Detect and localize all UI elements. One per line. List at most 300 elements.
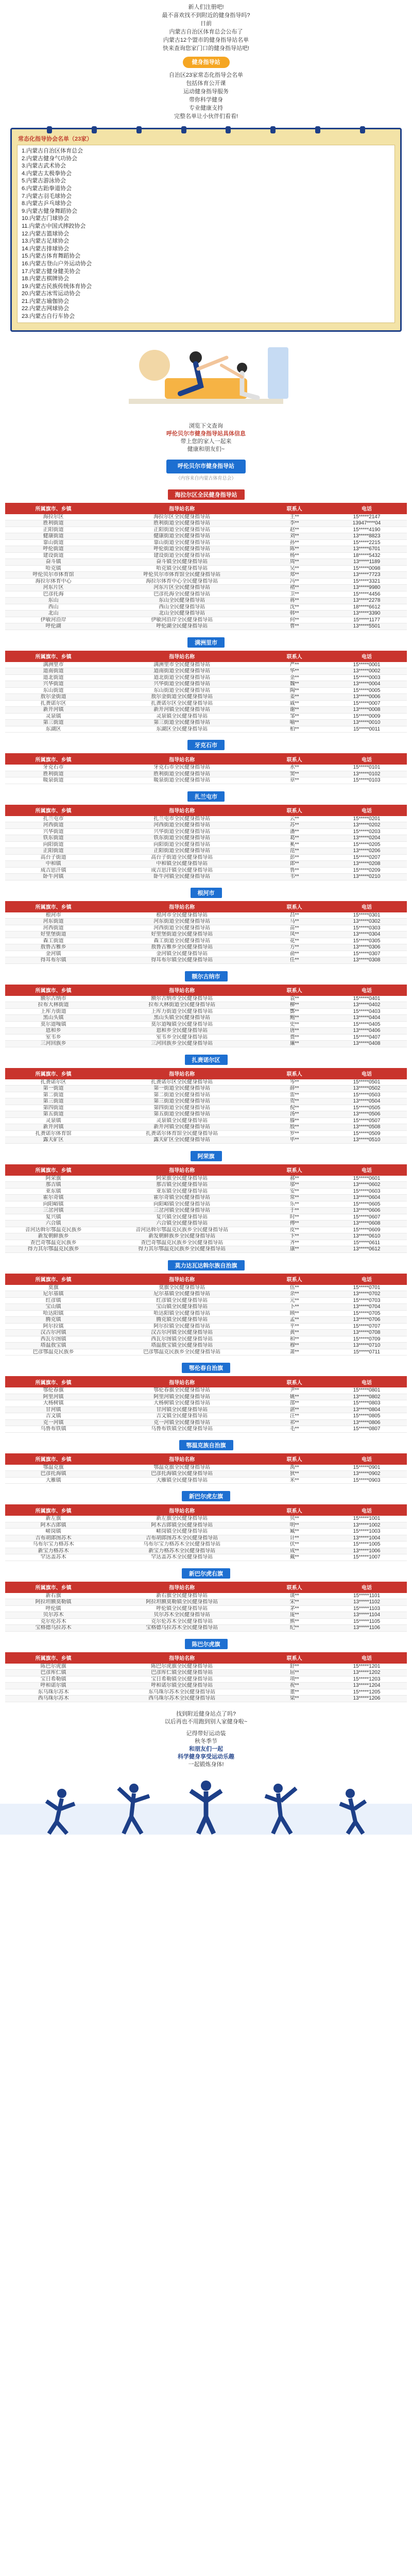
phone-cell[interactable]: 15*****0807: [327, 1426, 407, 1433]
phone-cell[interactable]: 15*****0009: [327, 713, 407, 720]
column-header: 所属旗市、乡镇: [5, 1652, 101, 1664]
phone-cell[interactable]: 15*****0801: [327, 1387, 407, 1394]
phone-cell[interactable]: 13*****1189: [327, 559, 407, 566]
phone-cell[interactable]: 13*****1206: [327, 1696, 407, 1702]
area-cell: 海拉尔区: [5, 514, 101, 520]
table-row: [5, 1349, 407, 1355]
area-cell: 兴华街道: [5, 681, 101, 688]
phone-cell[interactable]: 15*****4190: [327, 527, 407, 533]
table-row: [5, 841, 407, 848]
station-name-cell: 金河镇全民健身指导站: [101, 951, 262, 957]
contact-cell: 鲁**: [262, 867, 327, 874]
contact-cell: 毕**: [262, 1137, 327, 1144]
phone-cell[interactable]: 13*****0008: [327, 707, 407, 714]
table-row: [5, 951, 407, 957]
contact-cell: 罗**: [262, 1130, 327, 1137]
station-name-cell: 哈克镇全民健身指导站: [101, 565, 262, 572]
phone-cell[interactable]: 13*****0510: [327, 1137, 407, 1144]
phone-cell[interactable]: 15*****1201: [327, 1664, 407, 1670]
column-header: 联系人: [262, 1164, 327, 1176]
phone-cell[interactable]: 15*****0403: [327, 1008, 407, 1015]
phone-cell[interactable]: 15*****0707: [327, 1323, 407, 1330]
phone-cell[interactable]: 15*****0301: [327, 912, 407, 919]
phone-cell[interactable]: 13*****0304: [327, 931, 407, 938]
table-header-row: [5, 1274, 407, 1285]
contact-cell: 屈**: [262, 1670, 327, 1676]
phone-cell[interactable]: 15*****1205: [327, 1689, 407, 1696]
area-cell: 金河镇: [5, 951, 101, 957]
phone-cell[interactable]: 15*****0611: [327, 1240, 407, 1246]
athletes-silhouette-icon: [0, 1773, 412, 1835]
contact-cell: 严**: [262, 662, 327, 668]
table-row: [5, 720, 407, 726]
station-name-cell: 海拉尔体育中心全民健身指导站: [101, 578, 262, 585]
section-badge: 健身指导站: [183, 57, 230, 68]
station-name-cell: 阿拉坦额莫勒镇全民健身指导站: [101, 1599, 262, 1606]
table-row: [5, 854, 407, 861]
phone-cell[interactable]: 15*****0601: [327, 1176, 407, 1182]
contact-cell: 米**: [262, 1477, 327, 1484]
area-cell: 呼和诺尔镇: [5, 1683, 101, 1689]
phone-cell[interactable]: 15*****1101: [327, 1593, 407, 1599]
area-cell: 扎赉诺尔区: [5, 1079, 101, 1086]
phone-cell[interactable]: 15*****4456: [327, 591, 407, 598]
table-row: [5, 957, 407, 964]
phone-cell[interactable]: 13*****0702: [327, 1291, 407, 1298]
area-cell: 正阳街道: [5, 848, 101, 855]
column-header: 指导站名称: [101, 1504, 262, 1516]
association-item: 11.内蒙古中国式摔跤协会: [22, 223, 86, 229]
table-row: [5, 1015, 407, 1022]
section-title: [5, 888, 407, 898]
phone-cell[interactable]: 13*****0612: [327, 1246, 407, 1253]
phone-cell[interactable]: 15*****1103: [327, 1605, 407, 1612]
phone-cell[interactable]: 13*****1106: [327, 1625, 407, 1632]
station-name-cell: 东湖区全民健身指导站: [101, 726, 262, 733]
station-name-cell: 黑山头镇全民健身指导站: [101, 1015, 262, 1022]
section-title: [5, 1491, 407, 1501]
phone-cell[interactable]: 13*****1102: [327, 1599, 407, 1606]
area-cell: 根河市: [5, 912, 101, 919]
column-header: 联系人: [262, 1453, 327, 1465]
phone-cell[interactable]: 15*****0011: [327, 726, 407, 733]
phone-cell[interactable]: 13*****0404: [327, 1015, 407, 1022]
table-row: [5, 1086, 407, 1092]
phone-cell[interactable]: 15*****0201: [327, 816, 407, 822]
station-name-cell: 新开河镇全民健身指导站: [101, 1124, 262, 1131]
contact-cell: 项**: [262, 1676, 327, 1683]
station-name-cell: 西乌珠尔苏木全民健身指导站: [101, 1696, 262, 1702]
station-name-cell: 巴彦托海全民健身指导站: [101, 591, 262, 598]
phone-cell[interactable]: 15*****0605: [327, 1201, 407, 1208]
area-cell: 拉布大林街道: [5, 1002, 101, 1009]
station-name-cell: 东山全民健身指导站: [101, 598, 262, 604]
phone-cell[interactable]: 13*****1004: [327, 1535, 407, 1541]
station-name-cell: 塔温敖宝镇全民健身指导站: [101, 1343, 262, 1349]
station-name-cell: 上库力街道全民健身指导站: [101, 1008, 262, 1015]
station-name-cell: 好里堡街道全民健身指导站: [101, 931, 262, 938]
phone-cell[interactable]: 15*****0609: [327, 1227, 407, 1233]
phone-cell[interactable]: 13*****0004: [327, 681, 407, 688]
phone-cell[interactable]: 13*****1104: [327, 1612, 407, 1619]
phone-cell[interactable]: 13*****0002: [327, 668, 407, 675]
contact-cell: 李**: [262, 520, 327, 527]
column-header: 所属旗市、乡镇: [5, 753, 101, 765]
area-cell: 尼尔基镇: [5, 1291, 101, 1298]
station-name-cell: 新发朝鲜族乡全民健身指导站: [101, 1233, 262, 1240]
table-row: [5, 1176, 407, 1182]
station-name-cell: 高台子街道全民健身指导站: [101, 854, 262, 861]
station-name-cell: 克一河镇全民健身指导站: [101, 1419, 262, 1426]
section-title-label: 额尔古纳市: [185, 971, 228, 981]
phone-cell[interactable]: 13*****1002: [327, 1522, 407, 1529]
contact-cell: 茅**: [262, 1605, 327, 1612]
phone-cell[interactable]: 13947****04: [327, 520, 407, 527]
phone-cell[interactable]: 13*****0606: [327, 1208, 407, 1214]
phone-cell[interactable]: 15*****0505: [327, 1105, 407, 1111]
phone-cell[interactable]: 13*****0502: [327, 1086, 407, 1092]
phone-cell[interactable]: 15*****0207: [327, 854, 407, 861]
table-row: [5, 1221, 407, 1227]
phone-cell[interactable]: 13*****6701: [327, 546, 407, 553]
phone-cell[interactable]: 15*****0405: [327, 1021, 407, 1028]
phone-cell[interactable]: 13*****0306: [327, 944, 407, 951]
section-title: [5, 637, 407, 648]
phone-cell[interactable]: 13*****0610: [327, 1233, 407, 1240]
column-header: 电话: [327, 1274, 407, 1285]
column-header: 所属旗市、乡镇: [5, 1068, 101, 1079]
contact-cell: 褚**: [262, 585, 327, 591]
station-name-cell: 露天矿区全民健身指导站: [101, 1137, 262, 1144]
phone-cell[interactable]: 15*****0703: [327, 1297, 407, 1304]
phone-cell[interactable]: 15*****0711: [327, 1349, 407, 1355]
phone-cell[interactable]: 15*****0709: [327, 1336, 407, 1343]
phone-cell[interactable]: 13*****0802: [327, 1394, 407, 1400]
phone-cell[interactable]: 13*****0302: [327, 919, 407, 925]
station-table: [5, 503, 407, 630]
phone-cell[interactable]: 15*****0603: [327, 1188, 407, 1195]
table-row: [5, 539, 407, 546]
intro-line: 日前: [200, 21, 212, 27]
phone-cell[interactable]: 15*****0803: [327, 1400, 407, 1407]
table-row: [5, 1111, 407, 1118]
phone-cell[interactable]: 13*****0508: [327, 1124, 407, 1131]
phone-cell[interactable]: 13*****5501: [327, 623, 407, 630]
station-section: [5, 888, 407, 964]
column-header: 所属旗市、乡镇: [5, 651, 101, 662]
contact-cell: 孙**: [262, 539, 327, 546]
station-name-cell: 腾克镇全民健身指导站: [101, 1317, 262, 1324]
phone-cell[interactable]: 15*****0903: [327, 1477, 407, 1484]
intro-line: 专业健康支持: [189, 105, 223, 111]
phone-cell[interactable]: 15*****0203: [327, 828, 407, 835]
contact-cell: 潘**: [262, 828, 327, 835]
phone-cell[interactable]: 15*****0401: [327, 996, 407, 1002]
phone-cell[interactable]: 15*****0098: [327, 565, 407, 572]
phone-cell[interactable]: 13*****0206: [327, 848, 407, 855]
table-row: [5, 1683, 407, 1689]
phone-cell[interactable]: 15*****0001: [327, 662, 407, 668]
column-header: 指导站名称: [101, 503, 262, 514]
phone-cell[interactable]: 13*****3390: [327, 611, 407, 617]
area-cell: 哈达阳镇: [5, 1310, 101, 1317]
station-name-cell: 正阳街道全民健身指导站: [101, 848, 262, 855]
table-row: [5, 1689, 407, 1696]
column-header: 联系人: [262, 805, 327, 816]
phone-cell[interactable]: 15*****1203: [327, 1676, 407, 1683]
station-name-cell: 森工街道全民健身指导站: [101, 938, 262, 944]
station-name-cell: 铁东街道全民健身指导站: [101, 835, 262, 842]
station-name-cell: 得耳布尔镇全民健身指导站: [101, 957, 262, 964]
phone-cell[interactable]: 13*****0406: [327, 1028, 407, 1035]
phone-cell[interactable]: 15*****0705: [327, 1310, 407, 1317]
phone-cell[interactable]: 13*****0708: [327, 1330, 407, 1336]
contact-cell: 彭**: [262, 854, 327, 861]
area-cell: 呼伦湖: [5, 623, 101, 630]
contact-cell: 葛**: [262, 835, 327, 842]
association-list: [17, 145, 395, 323]
area-cell: 靠山街道: [5, 539, 101, 546]
station-name-cell: 乌鲁布铁镇全民健身指导站: [101, 1426, 262, 1433]
table-row: [5, 514, 407, 520]
contact-cell: 俞**: [262, 951, 327, 957]
area-cell: 复兴镇: [5, 1214, 101, 1221]
phone-cell[interactable]: 15*****0307: [327, 951, 407, 957]
phone-cell[interactable]: 15*****0507: [327, 1117, 407, 1124]
phone-cell[interactable]: 15*****1003: [327, 1529, 407, 1535]
phone-cell[interactable]: 13*****0710: [327, 1343, 407, 1349]
phone-cell[interactable]: 13*****0202: [327, 822, 407, 829]
column-header: 所属旗市、乡镇: [5, 1274, 101, 1285]
phone-cell[interactable]: 15*****2147: [327, 514, 407, 520]
station-name-cell: 扎赉诺尔体育馆全民健身指导站: [101, 1130, 262, 1137]
contact-cell: 常**: [262, 1195, 327, 1201]
phone-cell[interactable]: 13*****0208: [327, 861, 407, 868]
table-row: [5, 1297, 407, 1304]
intro-line: 快来查询您家门口的健身指导站吧!: [162, 45, 250, 52]
hulunbuir-stations-button[interactable]: 呼伦贝尔市健身指导站: [166, 460, 246, 473]
column-header: 联系人: [262, 1652, 327, 1664]
table-row: [5, 1233, 407, 1240]
table-row: [5, 1343, 407, 1349]
outro-line: 记得带好运动装: [186, 1730, 226, 1737]
station-name-cell: 贝尔苏木全民健身指导站: [101, 1612, 262, 1619]
phone-cell[interactable]: 15*****0103: [327, 777, 407, 784]
table-row: [5, 1548, 407, 1554]
area-cell: 健康街道: [5, 533, 101, 540]
station-name-cell: 莫旗全民健身指导站: [101, 1285, 262, 1291]
area-cell: 伊敏河沿岸: [5, 617, 101, 623]
contact-cell: 明**: [262, 1522, 327, 1529]
outro: [0, 1710, 412, 1769]
table-header-row: [5, 1582, 407, 1593]
association-notice-board: [10, 128, 402, 332]
area-cell: 向阳峪镇: [5, 1201, 101, 1208]
table-row: [5, 687, 407, 694]
column-header: 所属旗市、乡镇: [5, 805, 101, 816]
table-row: [5, 1323, 407, 1330]
station-name-cell: 向阳街道全民健身指导站: [101, 841, 262, 848]
table-row: [5, 662, 407, 668]
column-header: 指导站名称: [101, 1582, 262, 1593]
table-row: [5, 1625, 407, 1632]
phone-cell[interactable]: 15*****0305: [327, 938, 407, 944]
phone-cell[interactable]: 18*****5432: [327, 552, 407, 559]
phone-cell[interactable]: 15*****3321: [327, 578, 407, 585]
phone-cell[interactable]: 13*****2278: [327, 598, 407, 604]
phone-cell[interactable]: 13*****0604: [327, 1195, 407, 1201]
station-name-cell: 第五街道全民健身指导站: [101, 1111, 262, 1118]
phone-cell[interactable]: 15*****0407: [327, 1034, 407, 1041]
phone-cell[interactable]: 13*****7723: [327, 572, 407, 579]
phone-cell[interactable]: 13*****0804: [327, 1406, 407, 1413]
phone-cell[interactable]: 15*****0701: [327, 1285, 407, 1291]
contact-cell: 卫**: [262, 591, 327, 598]
table-row: [5, 874, 407, 880]
station-name-cell: 河西街道全民健身指导站: [101, 822, 262, 829]
area-cell: 河东街道: [5, 919, 101, 925]
table-row: [5, 1670, 407, 1676]
contact-cell: 梁**: [262, 1696, 327, 1702]
table-row: [5, 1593, 407, 1599]
phone-cell[interactable]: 13*****0602: [327, 1182, 407, 1189]
phone-cell[interactable]: 13*****0408: [327, 1041, 407, 1047]
contact-cell: 臧**: [262, 1529, 327, 1535]
phone-cell[interactable]: 18*****6612: [327, 604, 407, 611]
section-title: [5, 1055, 407, 1065]
phone-cell[interactable]: 13*****0504: [327, 1098, 407, 1105]
association-item: 9.内蒙古健身舞蹈协会: [22, 208, 78, 214]
association-item: 12.内蒙古篮球协会: [22, 230, 70, 237]
phone-cell[interactable]: 15*****0805: [327, 1413, 407, 1420]
phone-cell[interactable]: 13*****0204: [327, 835, 407, 842]
column-header: 电话: [327, 651, 407, 662]
association-item: 1.内蒙古自治区体育总会: [22, 148, 83, 154]
phone-cell[interactable]: 13*****0704: [327, 1304, 407, 1311]
section-title-label: 扎兰屯市: [187, 791, 225, 802]
table-row: [5, 694, 407, 701]
phone-cell[interactable]: 13*****0102: [327, 771, 407, 777]
area-cell: 第一街道: [5, 1086, 101, 1092]
contact-cell: 酆**: [262, 1008, 327, 1015]
phone-cell[interactable]: 13*****1202: [327, 1670, 407, 1676]
area-cell: 汉古尔河镇: [5, 1330, 101, 1336]
contact-cell: 魏**: [262, 681, 327, 688]
column-header: 指导站名称: [101, 901, 262, 912]
phone-cell[interactable]: 15*****0007: [327, 700, 407, 707]
phone-cell[interactable]: 13*****0608: [327, 1221, 407, 1227]
contact-cell: 时**: [262, 1214, 327, 1221]
station-name-cell: 呼伦镇全民健身指导站: [101, 1605, 262, 1612]
area-cell: 恩和乡: [5, 1028, 101, 1035]
phone-cell[interactable]: 15*****1105: [327, 1618, 407, 1625]
phone-cell[interactable]: 15*****0209: [327, 867, 407, 874]
phone-cell[interactable]: 15*****0501: [327, 1079, 407, 1086]
station-name-cell: 巴彦鄂温克民族乡全民健身指导站: [101, 1349, 262, 1355]
column-header: 指导站名称: [101, 651, 262, 662]
station-section: [5, 1151, 407, 1253]
phone-cell[interactable]: 15*****2215: [327, 539, 407, 546]
area-cell: 三河回族乡: [5, 1041, 101, 1047]
station-name-cell: 胜利街道全民健身指导站: [101, 520, 262, 527]
table-row: [5, 1105, 407, 1111]
phone-cell[interactable]: 15*****1001: [327, 1516, 407, 1522]
contact-cell: 韦**: [262, 874, 327, 880]
station-name-cell: 呼伦贝尔市体育馆全民健身指导站: [101, 572, 262, 579]
phone-cell[interactable]: 13*****9980: [327, 585, 407, 591]
table-row: [5, 617, 407, 623]
station-name-cell: 莫尔道嘎镇全民健身指导站: [101, 1021, 262, 1028]
table-row: [5, 713, 407, 720]
table-row: [5, 861, 407, 868]
area-cell: 亚东镇: [5, 1188, 101, 1195]
phone-cell[interactable]: 13*****0902: [327, 1471, 407, 1478]
phone-cell[interactable]: 13*****0402: [327, 1002, 407, 1009]
phone-cell[interactable]: 13*****0806: [327, 1419, 407, 1426]
column-header: 联系人: [262, 651, 327, 662]
station-name-cell: 拉布大林街道全民健身指导站: [101, 1002, 262, 1009]
table-header-row: [5, 805, 407, 816]
phone-cell[interactable]: 13*****0506: [327, 1111, 407, 1118]
phone-cell[interactable]: 15*****1005: [327, 1541, 407, 1548]
station-name-cell: 阿尔拉镇全民健身指导站: [101, 1323, 262, 1330]
phone-cell[interactable]: 15*****0101: [327, 765, 407, 771]
prompt-line: 浏览下文查询: [189, 422, 223, 429]
section-title: [5, 1151, 407, 1161]
phone-cell[interactable]: 13*****1204: [327, 1683, 407, 1689]
phone-cell[interactable]: 15*****0509: [327, 1130, 407, 1137]
area-cell: 建设街道: [5, 552, 101, 559]
contact-cell: 康**: [262, 1246, 327, 1253]
phone-cell[interactable]: 15*****1177: [327, 617, 407, 623]
table-row: [5, 1201, 407, 1208]
table-row: [5, 1406, 407, 1413]
phone-cell[interactable]: 15*****0607: [327, 1214, 407, 1221]
phone-cell[interactable]: 15*****0901: [327, 1465, 407, 1471]
station-table: [5, 1453, 407, 1484]
phone-cell[interactable]: 15*****0005: [327, 687, 407, 694]
phone-cell[interactable]: 13*****0706: [327, 1317, 407, 1324]
station-section: [5, 637, 407, 733]
area-cell: 陈巴尔虎旗: [5, 1664, 101, 1670]
contact-cell: 纪**: [262, 1625, 327, 1632]
table-row: [5, 1124, 407, 1131]
area-cell: 西山: [5, 604, 101, 611]
phone-cell[interactable]: 13*****0210: [327, 874, 407, 880]
phone-cell[interactable]: 13*****0308: [327, 957, 407, 964]
table-header-row: [5, 1376, 407, 1387]
contact-cell: 何**: [262, 617, 327, 623]
area-cell: 罕达盖苏木: [5, 1554, 101, 1561]
table-row: [5, 1599, 407, 1606]
phone-cell[interactable]: 15*****0205: [327, 841, 407, 848]
area-cell: 成吉思汗镇: [5, 867, 101, 874]
phone-cell[interactable]: 13*****8823: [327, 533, 407, 540]
phone-cell[interactable]: 15*****0003: [327, 674, 407, 681]
phone-cell[interactable]: 15*****0303: [327, 925, 407, 931]
phone-cell[interactable]: 13*****1006: [327, 1548, 407, 1554]
area-cell: 北山: [5, 611, 101, 617]
contact-cell: 金**: [262, 674, 327, 681]
phone-cell[interactable]: 15*****0503: [327, 1092, 407, 1098]
station-section: [5, 1568, 407, 1632]
contact-cell: 尹**: [262, 1387, 327, 1394]
phone-cell[interactable]: 15*****1007: [327, 1554, 407, 1561]
phone-cell[interactable]: 13*****0010: [327, 720, 407, 726]
contact-cell: 赵**: [262, 527, 327, 533]
station-name-cell: 宝山镇全民健身指导站: [101, 1304, 262, 1311]
phone-cell[interactable]: 13*****0006: [327, 694, 407, 701]
